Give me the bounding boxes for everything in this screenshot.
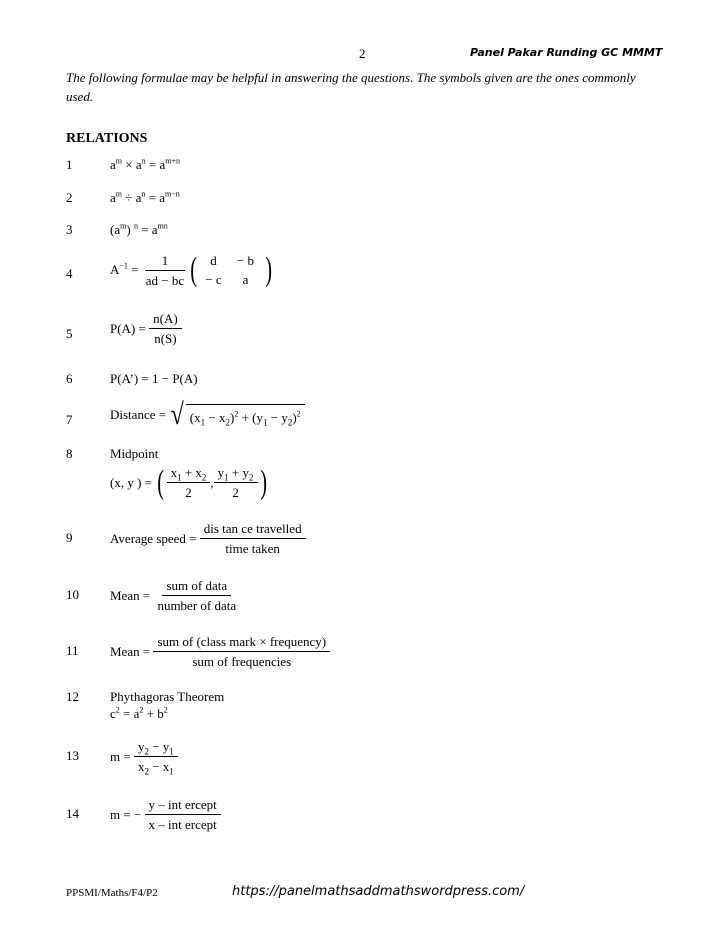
formula-10 (110, 577, 240, 614)
formula-1: $a^m \times a^n = a^{m+n}$ (110, 156, 180, 172)
fraction-numerator: dis tan ce travelled (200, 520, 306, 539)
formula-number: 12 (66, 689, 79, 704)
formula-8: (x, y ) = ( $\frac{x_1 + x_2}{2}$ , $\frac{y_1 + y_2}{2}$ ) (110, 463, 267, 501)
formula-number: 8 (66, 446, 73, 461)
formula-11 (110, 633, 330, 670)
fraction-denominator: x – int ercept (148, 817, 217, 832)
formula-6: P(A’) = 1 − P(A) (110, 371, 198, 386)
formula-number: 13 (66, 748, 79, 763)
footer-url[interactable]: https://panelmathsaddmathswordpress.com/ (232, 884, 525, 899)
formula-number: 1 (66, 157, 73, 172)
formula-12: $c^2 = a^2 + b^2$ (110, 705, 168, 721)
intro-text: The following formulae may be helpful in answering the questions. The symbols given are the ones commonly used. (66, 70, 636, 104)
formula-number: 2 (66, 190, 73, 205)
formula-14: m = − $\frac{\text{y – int ercept}}{\text{x – int ercept}}$ (110, 796, 221, 833)
header-brand: Panel Pakar Runding GC MMMT (470, 46, 663, 59)
formula-number: 9 (66, 530, 73, 545)
fraction-denominator: number of data (157, 598, 237, 613)
formula-label: Mean = (110, 587, 151, 603)
formula-number: 11 (66, 643, 79, 658)
fraction-numerator: sum of data (162, 577, 231, 596)
pythagoras-label: Phythagoras Theorem (110, 689, 225, 704)
formula-number: 7 (66, 412, 73, 427)
footer-code: PPSMI/Maths/F4/P2 (66, 887, 158, 899)
formula-3: $(a^m) ^n = a^{mn}$ (110, 221, 168, 237)
formula-number: 5 (66, 326, 73, 341)
midpoint-label: Midpoint (110, 446, 159, 461)
formula-label: Average speed = (110, 530, 197, 546)
formula-number: 3 (66, 222, 73, 237)
formula-4: $A^{-1}$ = $\frac{1}{ad - bc}$ ( d − b − c a ) (110, 251, 273, 288)
page-number: 2 (359, 46, 366, 61)
fraction-denominator: sum of frequencies (192, 654, 292, 669)
formula-label: Mean = (110, 643, 151, 659)
formula-2: $a^m \div a^n = a^{m-n}$ (110, 189, 180, 205)
fraction-denominator: time taken (225, 541, 280, 556)
formula-13: m = $\frac{y_2 - y_1}{x_2 - x_1}$ (110, 738, 178, 775)
section-title: RELATIONS (66, 131, 148, 146)
formula-9 (110, 520, 306, 557)
formula-number: 14 (66, 806, 79, 821)
formula-number: 4 (66, 266, 73, 281)
fraction-numerator: y – int ercept (145, 796, 221, 815)
fraction-numerator: sum of (class mark × frequency) (153, 633, 330, 652)
formula-number: 6 (66, 371, 73, 386)
formula-7: Distance = √ $(x_1 - x_2)^2 + (y_1 - y_2)^2$ (110, 400, 305, 430)
formula-5: P(A) = $\frac{n(A)}{n(S)}$ (110, 310, 182, 347)
formula-number: 10 (66, 587, 79, 602)
